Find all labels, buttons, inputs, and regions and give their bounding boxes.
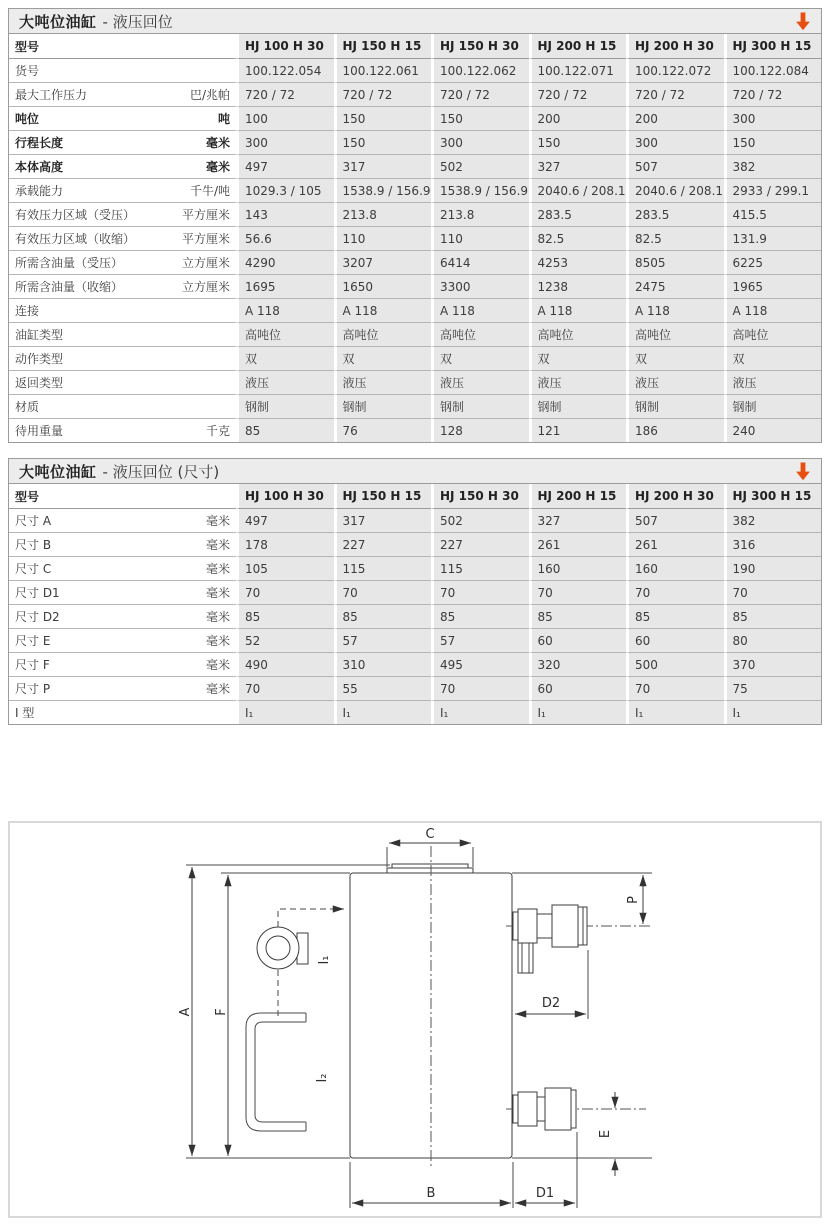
value-cell: 160 — [626, 556, 724, 580]
dim-label-c: C — [425, 827, 435, 842]
value-cell: 150 — [529, 130, 627, 154]
row-label-cell — [9, 274, 236, 298]
value-cell: 300 — [626, 130, 724, 154]
value-cell: 370 — [724, 652, 822, 676]
value-cell: 钢制 — [626, 394, 724, 418]
value-cell: 190 — [724, 556, 822, 580]
row-label-cell — [9, 509, 236, 532]
row-unit: 千克 — [205, 424, 230, 438]
value-cell: 70 — [431, 676, 529, 700]
row-label: 行程长度 — [15, 136, 64, 150]
row-label-cell — [9, 652, 236, 676]
cylinder-body — [350, 846, 512, 1168]
saddle-base — [387, 868, 473, 873]
value-cell: 液压 — [236, 370, 334, 394]
table-row — [9, 394, 821, 418]
column-header-model: HJ 150 H 15 — [334, 34, 432, 59]
column-header-model: HJ 150 H 15 — [334, 484, 432, 509]
value-cell: 57 — [431, 628, 529, 652]
value-cell: 131.9 — [724, 226, 822, 250]
row-label-cell — [9, 676, 236, 700]
row-label: I 型 — [15, 706, 35, 720]
value-cell: 317 — [334, 154, 432, 178]
row-label-cell — [9, 298, 236, 322]
dims-table — [9, 484, 821, 724]
value-cell: 502 — [431, 154, 529, 178]
column-header-model: HJ 150 H 30 — [431, 34, 529, 59]
dim-label-e: E — [598, 1129, 613, 1139]
value-cell: 60 — [529, 676, 627, 700]
row-label: 本体高度 — [15, 160, 64, 174]
value-cell: 100.122.061 — [334, 59, 432, 82]
value-cell: 液压 — [334, 370, 432, 394]
value-cell: 507 — [626, 509, 724, 532]
value-cell: 1538.9 / 156.9 — [431, 178, 529, 202]
value-cell: 110 — [334, 226, 432, 250]
row-label: 尺寸 B — [15, 538, 52, 552]
table-row — [9, 676, 821, 700]
row-label-cell — [9, 178, 236, 202]
value-cell: 双 — [626, 346, 724, 370]
value-cell: 261 — [529, 532, 627, 556]
row-unit: 毫米 — [205, 562, 230, 576]
table-row — [9, 580, 821, 604]
value-cell: 1695 — [236, 274, 334, 298]
value-cell: 高吨位 — [626, 322, 724, 346]
value-cell: 3207 — [334, 250, 432, 274]
row-label: 动作类型 — [15, 352, 64, 366]
down-arrow-icon — [795, 462, 811, 485]
attachment-label-i2: I₂ — [315, 1073, 330, 1083]
value-cell: 85 — [626, 604, 724, 628]
row-label: 最大工作压力 — [15, 88, 88, 102]
value-cell: 497 — [236, 509, 334, 532]
value-cell: 双 — [529, 346, 627, 370]
value-cell: 双 — [724, 346, 822, 370]
value-cell: 85 — [334, 604, 432, 628]
row-label: 返回类型 — [15, 376, 64, 390]
column-header-model: HJ 200 H 30 — [626, 484, 724, 509]
value-cell: A 118 — [334, 298, 432, 322]
carry-handle — [246, 1013, 306, 1131]
value-cell: 300 — [236, 130, 334, 154]
row-unit: 毫米 — [205, 136, 230, 150]
row-label-cell — [9, 394, 236, 418]
value-cell: 300 — [431, 130, 529, 154]
value-cell: 310 — [334, 652, 432, 676]
value-cell: A 118 — [529, 298, 627, 322]
value-cell: 76 — [334, 418, 432, 442]
value-cell: 316 — [724, 532, 822, 556]
value-cell: 150 — [724, 130, 822, 154]
value-cell: 80 — [724, 628, 822, 652]
column-header-model: HJ 150 H 30 — [431, 484, 529, 509]
row-unit: 毫米 — [205, 538, 230, 552]
value-cell: 186 — [626, 418, 724, 442]
down-arrow-icon — [795, 12, 811, 35]
drop-pipe — [518, 943, 533, 973]
value-cell: 382 — [724, 509, 822, 532]
row-label-cell — [9, 556, 236, 580]
value-cell: 75 — [724, 676, 822, 700]
column-header-model: HJ 200 H 15 — [529, 34, 627, 59]
table-row — [9, 509, 821, 532]
row-label-cell — [9, 106, 236, 130]
value-cell: I₁ — [529, 700, 627, 724]
lower-coupler — [506, 1088, 646, 1130]
value-cell: 高吨位 — [334, 322, 432, 346]
value-cell: 高吨位 — [724, 322, 822, 346]
spec-table-header — [9, 9, 821, 34]
value-cell: A 118 — [724, 298, 822, 322]
table-row — [9, 202, 821, 226]
dims-table-section — [8, 458, 822, 725]
eye-leader-arrow — [278, 909, 344, 927]
value-cell: 60 — [529, 628, 627, 652]
value-cell: 200 — [626, 106, 724, 130]
value-cell: 85 — [724, 604, 822, 628]
value-cell: I₁ — [724, 700, 822, 724]
value-cell: 240 — [724, 418, 822, 442]
value-cell: 57 — [334, 628, 432, 652]
value-cell: 1650 — [334, 274, 432, 298]
value-cell: A 118 — [626, 298, 724, 322]
value-cell: 497 — [236, 154, 334, 178]
row-label: 尺寸 C — [15, 562, 52, 576]
value-cell: 双 — [236, 346, 334, 370]
row-unit: 毫米 — [205, 610, 230, 624]
row-unit: 毫米 — [205, 634, 230, 648]
column-header-model: HJ 300 H 15 — [724, 484, 822, 509]
table-row — [9, 298, 821, 322]
row-unit: 千牛/吨 — [189, 184, 230, 198]
row-unit: 毫米 — [205, 160, 230, 174]
row-unit: 毫米 — [205, 586, 230, 600]
dim-label-f: F — [214, 1008, 229, 1016]
value-cell: 178 — [236, 532, 334, 556]
value-cell: 100.122.062 — [431, 59, 529, 82]
value-cell: 钢制 — [236, 394, 334, 418]
cylinder-dimension-drawing — [10, 823, 820, 1216]
value-cell: 钢制 — [334, 394, 432, 418]
row-unit: 巴/兆帕 — [189, 88, 230, 102]
section-subtitle: - 液压回位 — [102, 12, 173, 31]
column-header-model: HJ 200 H 30 — [626, 34, 724, 59]
section-subtitle: - 液压回位 (尺寸) — [102, 462, 220, 481]
value-cell: 128 — [431, 418, 529, 442]
row-label: 油缸类型 — [15, 328, 64, 342]
value-cell: 55 — [334, 676, 432, 700]
upper-coupler — [506, 905, 650, 973]
value-cell: 382 — [724, 154, 822, 178]
table-row — [9, 652, 821, 676]
value-cell: 液压 — [529, 370, 627, 394]
value-cell: 70 — [626, 676, 724, 700]
value-cell: 钢制 — [724, 394, 822, 418]
row-unit: 平方厘米 — [181, 232, 230, 246]
dims-table-header — [9, 459, 821, 484]
dim-label-p: P — [626, 896, 641, 904]
table-row — [9, 154, 821, 178]
row-unit: 毫米 — [205, 514, 230, 528]
value-cell: 213.8 — [431, 202, 529, 226]
value-cell: 70 — [626, 580, 724, 604]
value-cell: I₁ — [334, 700, 432, 724]
value-cell: 720 / 72 — [236, 82, 334, 106]
value-cell: 56.6 — [236, 226, 334, 250]
row-label: 有效压力区域（收缩） — [15, 232, 136, 246]
row-label: 尺寸 A — [15, 514, 52, 528]
row-label-cell — [9, 628, 236, 652]
value-cell: 720 / 72 — [724, 82, 822, 106]
dim-label-d2: D2 — [541, 996, 561, 1011]
table-row — [9, 628, 821, 652]
value-cell: 320 — [529, 652, 627, 676]
row-label-cell — [9, 130, 236, 154]
value-cell: 52 — [236, 628, 334, 652]
value-cell: 8505 — [626, 250, 724, 274]
value-cell: 双 — [334, 346, 432, 370]
value-cell: 70 — [236, 580, 334, 604]
value-cell: 720 / 72 — [334, 82, 432, 106]
row-unit: 立方厘米 — [181, 280, 230, 294]
value-cell: 85 — [529, 604, 627, 628]
row-label: 尺寸 P — [15, 682, 51, 696]
row-label-cell — [9, 532, 236, 556]
value-cell: 70 — [431, 580, 529, 604]
value-cell: 143 — [236, 202, 334, 226]
column-header-label: 型号 — [9, 34, 236, 59]
row-label-cell — [9, 346, 236, 370]
table-row — [9, 106, 821, 130]
saddle-top — [392, 864, 468, 868]
value-cell: 2040.6 / 208.1 — [626, 178, 724, 202]
value-cell: 60 — [626, 628, 724, 652]
value-cell: 283.5 — [529, 202, 627, 226]
table-row — [9, 604, 821, 628]
value-cell: 317 — [334, 509, 432, 532]
value-cell: 1965 — [724, 274, 822, 298]
row-label-cell — [9, 580, 236, 604]
table-row — [9, 700, 821, 724]
value-cell: 160 — [529, 556, 627, 580]
value-cell: 105 — [236, 556, 334, 580]
value-cell: 4290 — [236, 250, 334, 274]
value-cell: 1029.3 / 105 — [236, 178, 334, 202]
table-row — [9, 178, 821, 202]
value-cell: 高吨位 — [431, 322, 529, 346]
row-label-cell — [9, 59, 236, 82]
dim-label-d1: D1 — [535, 1186, 555, 1201]
value-cell: 高吨位 — [529, 322, 627, 346]
value-cell: 钢制 — [529, 394, 627, 418]
attachment-label-i1: I₁ — [317, 955, 332, 965]
value-cell: I₁ — [431, 700, 529, 724]
table-row — [9, 370, 821, 394]
value-cell: 502 — [431, 509, 529, 532]
table-row — [9, 250, 821, 274]
dim-label-a: A — [178, 1007, 193, 1017]
value-cell: 1238 — [529, 274, 627, 298]
column-header-model: HJ 100 H 30 — [236, 484, 334, 509]
row-unit: 平方厘米 — [181, 208, 230, 222]
value-cell: 283.5 — [626, 202, 724, 226]
value-cell: 100.122.072 — [626, 59, 724, 82]
value-cell: 327 — [529, 154, 627, 178]
row-label-cell — [9, 700, 236, 724]
value-cell: 720 / 72 — [626, 82, 724, 106]
value-cell: 500 — [626, 652, 724, 676]
value-cell: 100.122.084 — [724, 59, 822, 82]
row-label-cell — [9, 226, 236, 250]
value-cell: A 118 — [236, 298, 334, 322]
table-row — [9, 226, 821, 250]
value-cell: 6414 — [431, 250, 529, 274]
value-cell: 液压 — [431, 370, 529, 394]
value-cell: 2475 — [626, 274, 724, 298]
value-cell: 2040.6 / 208.1 — [529, 178, 627, 202]
table-row — [9, 556, 821, 580]
column-header-row — [9, 34, 821, 59]
row-unit: 毫米 — [205, 682, 230, 696]
value-cell: 70 — [724, 580, 822, 604]
value-cell: 100.122.071 — [529, 59, 627, 82]
column-header-label: 型号 — [9, 484, 236, 509]
value-cell: 121 — [529, 418, 627, 442]
value-cell: 115 — [431, 556, 529, 580]
value-cell: 4253 — [529, 250, 627, 274]
technical-drawing-panel — [8, 821, 822, 1218]
value-cell: 490 — [236, 652, 334, 676]
row-label: 尺寸 F — [15, 658, 50, 672]
value-cell: 227 — [431, 532, 529, 556]
value-cell: 82.5 — [529, 226, 627, 250]
section-title: 大吨位油缸 — [19, 462, 97, 481]
row-label: 有效压力区域（受压） — [15, 208, 136, 222]
row-label: 承载能力 — [15, 184, 64, 198]
row-label-cell — [9, 82, 236, 106]
column-header-model: HJ 100 H 30 — [236, 34, 334, 59]
table-row — [9, 418, 821, 442]
column-header-row — [9, 484, 821, 509]
value-cell: 双 — [431, 346, 529, 370]
value-cell: 495 — [431, 652, 529, 676]
row-label: 待用重量 — [15, 424, 64, 438]
spec-table-section — [8, 8, 822, 443]
row-label-cell — [9, 250, 236, 274]
value-cell: 6225 — [724, 250, 822, 274]
table-row — [9, 346, 821, 370]
value-cell: 液压 — [724, 370, 822, 394]
value-cell: 70 — [529, 580, 627, 604]
value-cell: 115 — [334, 556, 432, 580]
value-cell: 227 — [334, 532, 432, 556]
section-title: 大吨位油缸 — [19, 12, 97, 31]
row-label: 吨位 — [15, 112, 40, 126]
value-cell: 70 — [334, 580, 432, 604]
value-cell: 85 — [236, 418, 334, 442]
row-label: 货号 — [15, 64, 40, 78]
row-label: 连接 — [15, 304, 40, 318]
value-cell: 液压 — [626, 370, 724, 394]
value-cell: 高吨位 — [236, 322, 334, 346]
value-cell: 82.5 — [626, 226, 724, 250]
value-cell: 261 — [626, 532, 724, 556]
value-cell: A 118 — [431, 298, 529, 322]
value-cell: 2933 / 299.1 — [724, 178, 822, 202]
row-unit: 吨 — [217, 112, 230, 126]
value-cell: 85 — [236, 604, 334, 628]
row-label: 所需含油量（收缩） — [15, 280, 124, 294]
table-row — [9, 274, 821, 298]
row-label: 尺寸 D2 — [15, 610, 60, 624]
dim-label-b: B — [426, 1186, 436, 1201]
column-header-model: HJ 300 H 15 — [724, 34, 822, 59]
row-label-cell — [9, 322, 236, 346]
row-label-cell — [9, 370, 236, 394]
value-cell: 300 — [724, 106, 822, 130]
table-row — [9, 532, 821, 556]
value-cell: 507 — [626, 154, 724, 178]
column-header-model: HJ 200 H 15 — [529, 484, 627, 509]
value-cell: 70 — [236, 676, 334, 700]
row-label: 尺寸 D1 — [15, 586, 60, 600]
value-cell: 100 — [236, 106, 334, 130]
row-unit: 毫米 — [205, 658, 230, 672]
value-cell: I₁ — [626, 700, 724, 724]
value-cell: 1538.9 / 156.9 — [334, 178, 432, 202]
row-label: 所需含油量（受压） — [15, 256, 124, 270]
value-cell: 150 — [334, 130, 432, 154]
value-cell: 213.8 — [334, 202, 432, 226]
row-label-cell — [9, 154, 236, 178]
value-cell: 720 / 72 — [529, 82, 627, 106]
value-cell: 150 — [334, 106, 432, 130]
spec-table — [9, 34, 821, 442]
row-unit: 立方厘米 — [181, 256, 230, 270]
row-label: 材质 — [15, 400, 40, 414]
value-cell: I₁ — [236, 700, 334, 724]
value-cell: 钢制 — [431, 394, 529, 418]
value-cell: 85 — [431, 604, 529, 628]
value-cell: 110 — [431, 226, 529, 250]
value-cell: 720 / 72 — [431, 82, 529, 106]
table-row — [9, 322, 821, 346]
row-label-cell — [9, 202, 236, 226]
value-cell: 327 — [529, 509, 627, 532]
value-cell: 415.5 — [724, 202, 822, 226]
row-label: 尺寸 E — [15, 634, 51, 648]
table-row — [9, 130, 821, 154]
value-cell: 200 — [529, 106, 627, 130]
value-cell: 100.122.054 — [236, 59, 334, 82]
row-label-cell — [9, 604, 236, 628]
table-row — [9, 59, 821, 82]
value-cell: 150 — [431, 106, 529, 130]
table-row — [9, 82, 821, 106]
row-label-cell — [9, 418, 236, 442]
value-cell: 3300 — [431, 274, 529, 298]
